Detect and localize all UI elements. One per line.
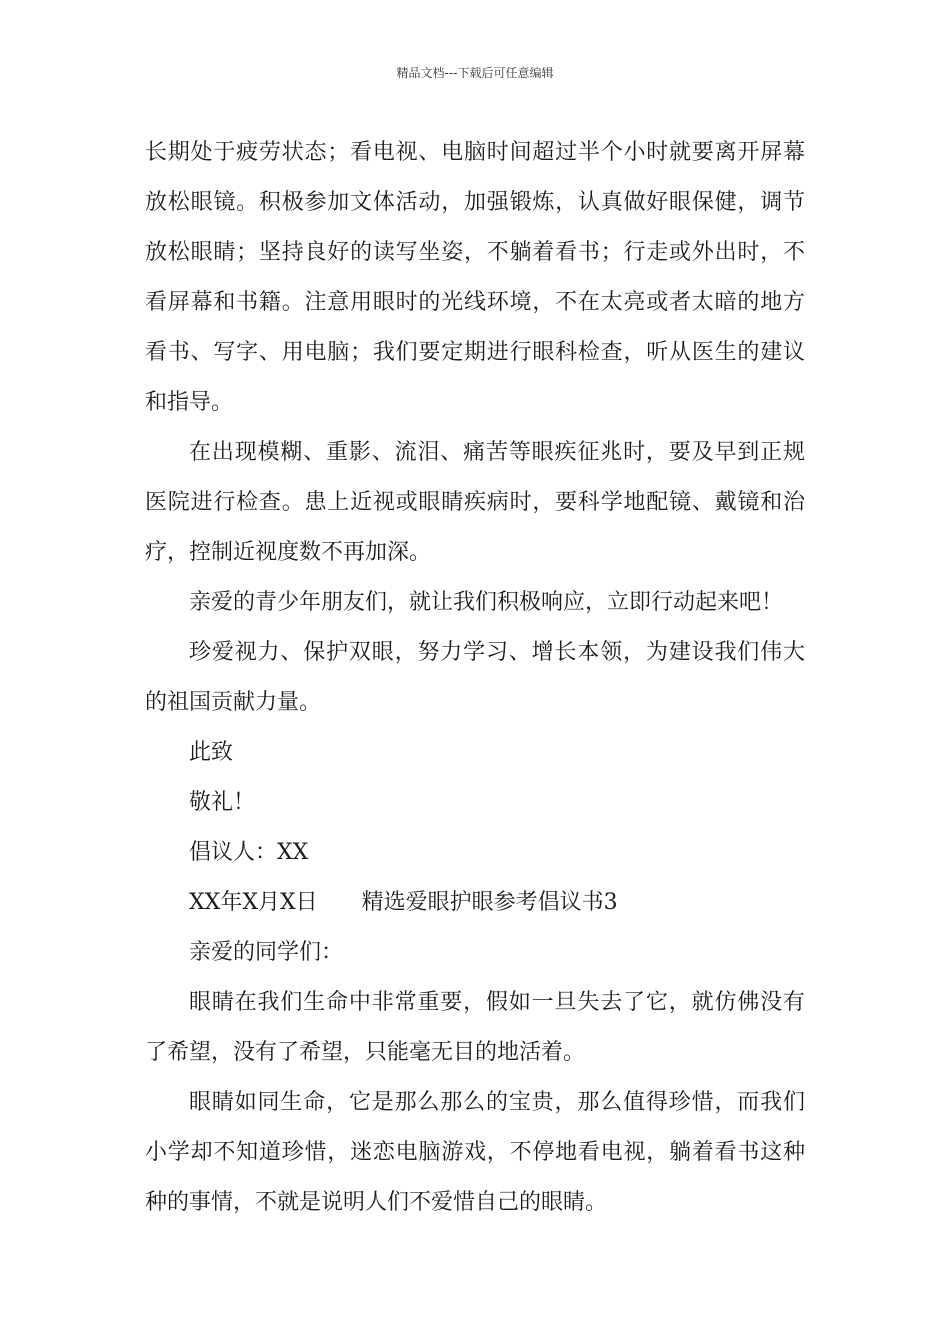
body-line: 的祖国贡献力量。 [145,690,322,715]
paragraph-start-line: 珍爱视力、保护双眼，努力学习、增长本领，为建设我们伟大 [189,640,805,665]
body-line: 种的事情，不就是说明人们不爱惜自己的眼睛。 [145,1190,608,1215]
body-line: 放松眼镜。积极参加文体活动，加强锻炼，认真做好眼保健，调节 [145,190,805,215]
body-line: 疗，控制近视度数不再加深。 [145,540,432,565]
section-title: 精选爱眼护眼参考倡议书3 [361,890,618,915]
body-line: 长期处于疲劳状态；看电视、电脑时间超过半个小时就要离开屏幕 [145,140,805,165]
body-line: 小学却不知道珍惜，迷恋电脑游戏，不停地看电视，躺着看书这种 [145,1140,805,1165]
paragraph-start-line: 眼睛如同生命，它是那么那么的宝贵，那么值得珍惜，而我们 [189,1090,805,1115]
signature-line: 倡议人：XX [189,840,309,865]
paragraph-start-line: 眼睛在我们生命中非常重要，假如一旦失去了它，就仿佛没有 [189,990,805,1015]
page-header: 精品文档---下载后可任意编辑 [396,66,554,80]
body-line: 放松眼睛；坚持良好的读写坐姿，不躺着看书；行走或外出时，不 [145,240,805,265]
paragraph-start-line: 亲爱的青少年朋友们，就让我们积极响应，立即行动起来吧！ [189,590,784,615]
body-line: 看屏幕和书籍。注意用眼时的光线环境，不在太亮或者太暗的地方 [145,290,805,315]
body-line: 医院进行检查。患上近视或眼睛疾病时，要科学地配镜、戴镜和治 [145,490,805,515]
closing-salutation: 此致 [189,740,234,765]
date-and-title-line [145,878,805,928]
paragraph-start-line: 在出现模糊、重影、流泪、痛苦等眼疾征兆时，要及早到正规 [189,440,805,465]
date-text: XX年X月X日 [189,890,318,915]
body-line: 和指导。 [145,390,234,415]
body-line: 看书、写字、用电脑；我们要定期进行眼科检查，听从医生的建议 [145,340,805,365]
greeting-line: 亲爱的同学们： [189,940,344,965]
closing-regards: 敬礼！ [189,790,256,815]
document-body [145,128,805,1228]
body-line: 了希望，没有了希望，只能毫无目的地活着。 [145,1040,586,1065]
